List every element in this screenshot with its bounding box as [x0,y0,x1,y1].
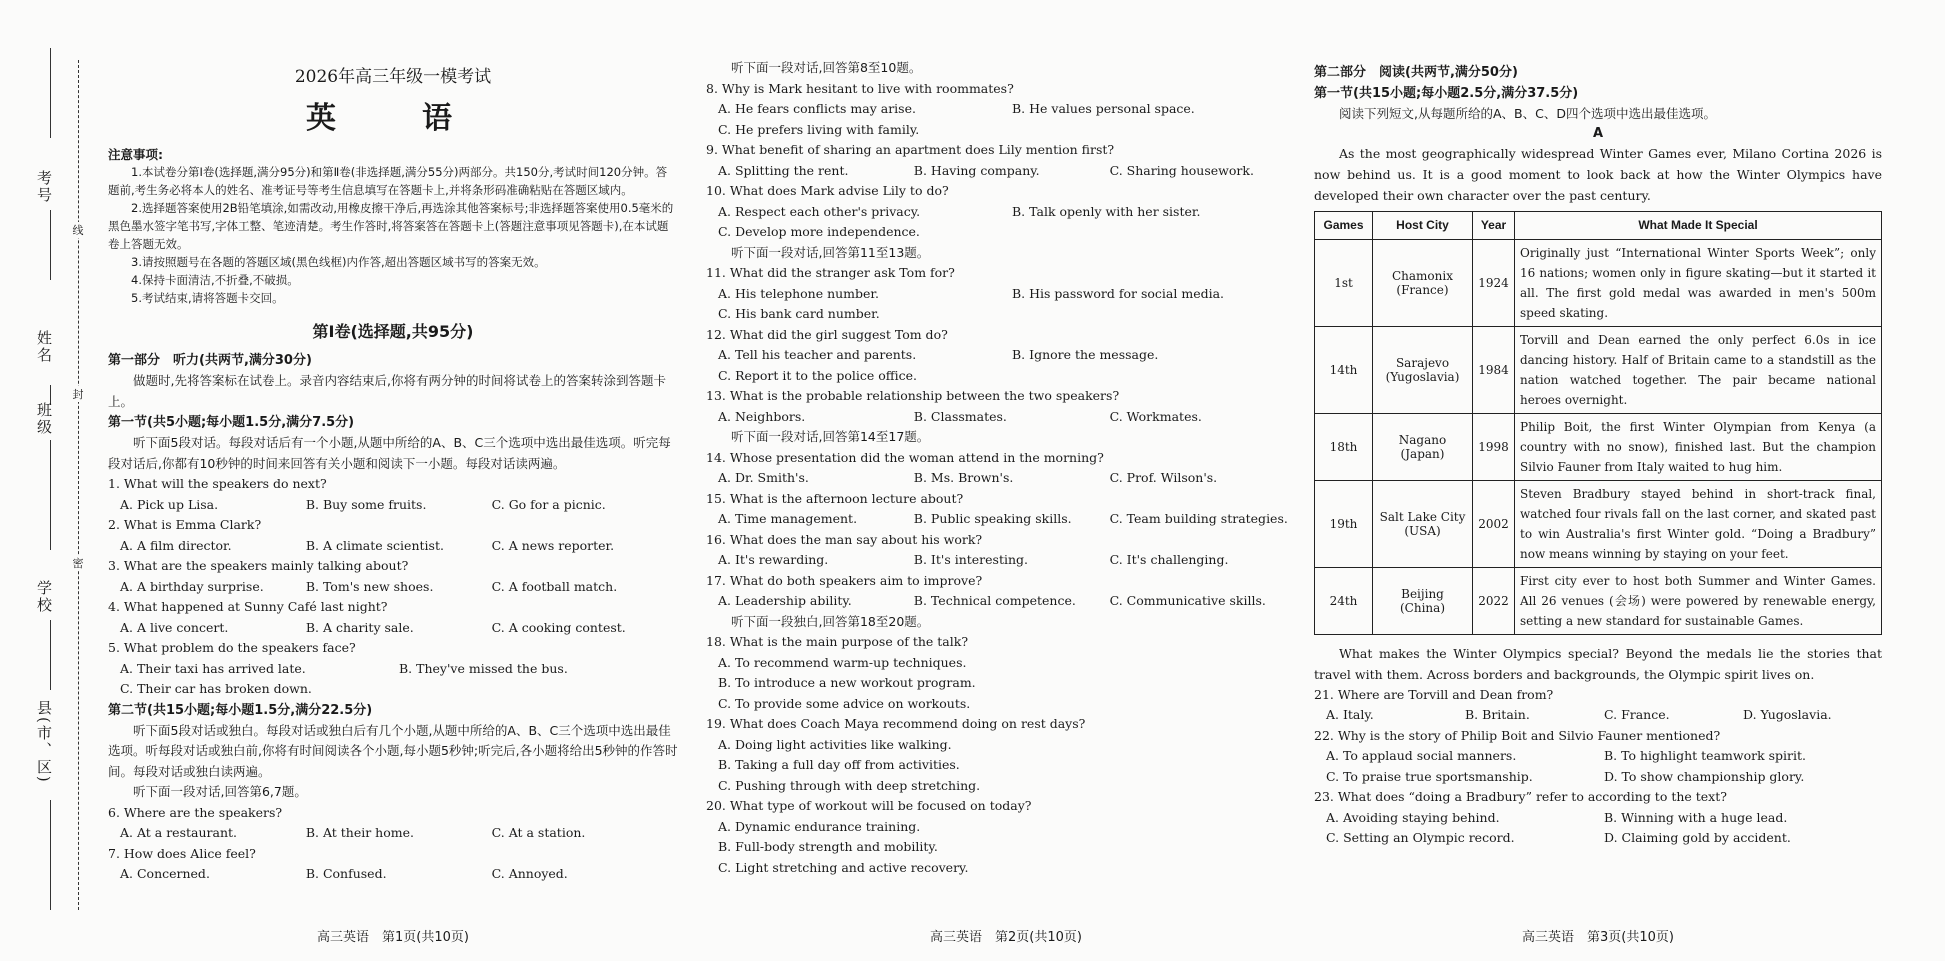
option: A. Avoiding staying behind. [1326,809,1500,825]
option-row [706,776,1306,797]
county-label: 县(市、区) [35,700,53,784]
cell-year: 1924 [1473,239,1515,326]
seal-line [78,60,79,910]
option: C. It's challenging. [1109,552,1229,567]
question-stem: 20. What type of workout will be focused on today? [706,798,1032,813]
option: C. France. [1604,707,1670,722]
option: A. A birthday surprise. [120,578,264,594]
option: A. At a restaurant. [120,825,237,840]
option-row [706,694,1306,715]
table-row [1315,567,1882,634]
option: A. Doing light activities like walking. [718,736,952,752]
cell-games: 24th [1315,567,1373,634]
option: C. To provide some advice on workouts. [718,695,971,711]
cell-special: Originally just “International Winter Sports Week”; only 16 nations; women only in figure skating—but it started it all. The first gold medal was awarded in men's 500m speed skating. [1515,239,1882,326]
county-rule [50,620,51,690]
question-stem: 22. Why is the story of Philip Boit and Silvio Fauner mentioned? [1314,727,1721,743]
option-row [108,577,678,598]
option-row [108,679,678,700]
question-stem: 13. What is the probable relationship between the two speakers? [706,388,1120,403]
option: A. It's rewarding. [718,552,829,567]
prompt-14-17: 听下面一段对话,回答第14至17题。 [731,429,930,444]
question-stem: 6. Where are the speakers? [108,804,283,820]
note-item: 4.保持卡面清洁,不折叠,不破损。 [131,273,299,287]
option-row [1314,828,1882,849]
option: A. Dr. Smith's. [718,470,809,485]
option: C. A cooking contest. [491,619,626,635]
footer-page-2: 高三英语 第2页(共10页) [930,930,1082,945]
passage-intro: As the most geographically widespread Winter Games ever, Milano Cortina 2026 is now behind us. It is a good moment to look back at how the Winter Olympics have developed their own character over the past century. [1314,145,1882,203]
passage-label: A [1592,125,1604,141]
option-row [108,823,678,844]
option: B. Tom's new shoes. [305,578,434,594]
city-name: Chamonix [1391,268,1453,283]
option: B. Britain. [1465,707,1530,722]
part-2-title: 第二部分 阅读(共两节,满分50分) [1314,65,1518,80]
option: A. Dynamic endurance training. [718,818,921,834]
city-name: Sarajevo [1395,355,1450,370]
note-item: 3.请按照题号在各题的答题区域(黑色线框)内作答,超出答题区域书写的答案无效。 [131,255,546,269]
option: B. Technical competence. [913,593,1076,608]
question-stem: 16. What does the man say about his work? [706,531,983,547]
option-row [706,837,1306,858]
option: C. Light stretching and active recovery. [718,859,969,875]
note-item: 1.本试卷分第Ⅰ卷(选择题,满分95分)和第Ⅱ卷(非选择题,满分55分)两部分。共150分,考试时间120分钟。答题前,考生务必将本人的姓名、准考证号等考生信息填写在答题卡上,并将条形码准确粘贴在答题区域内。 [108,165,668,197]
option: B. They've missed the bus. [399,660,568,676]
table-row [1315,480,1882,567]
question-stem: 4. What happened at Sunny Café last night? [108,599,388,614]
option-row [706,161,1306,182]
section-1-title: 第一节(共5小题;每小题1.5分,满分7.5分) [108,415,355,430]
prompt-18-20: 听下面一段独白,回答第18至20题。 [731,613,930,629]
option-row [706,673,1306,694]
question-stem: 9. What benefit of sharing an apartment does Lily mention first? [706,142,1115,157]
option-row [706,407,1306,428]
option-row [706,120,1306,141]
cell-year: 1998 [1473,413,1515,480]
option: C. Develop more independence. [718,224,920,239]
option: A. His telephone number. [718,285,880,301]
questions-18-20 [706,632,1306,878]
question-stem: 1. What will the speakers do next? [108,476,327,491]
question-stem: 8. Why is Mark hesitant to live with roommates? [706,80,1014,96]
city-country: (China) [1400,600,1445,615]
page-1 [108,0,678,961]
option: C. Pushing through with deep stretching. [718,777,981,793]
option-row [706,366,1306,387]
option: A. A live concert. [120,619,229,635]
question-stem: 21. Where are Torvill and Dean from? [1314,686,1554,702]
option: A. Pick up Lisa. [120,496,219,512]
option: B. Buy some fruits. [305,496,427,512]
olympics-table [1314,211,1882,635]
seal-word-secret: 密 [72,557,84,570]
col-header-host-city: Host City [1373,211,1473,239]
section-1-directions: 听下面5段对话。每段对话后有一个小题,从题中所给的A、B、C三个选项中选出最佳选项。听完每段对话后,你都有10秒钟的时间来回答有关小题和阅读下一小题。每段对话读两遍。 [108,435,671,471]
table-row [1315,326,1882,413]
option: C. Go for a picnic. [491,496,606,512]
option: C. Setting an Olympic record. [1326,830,1515,845]
option: C. To praise true sportsmanship. [1326,768,1533,784]
option-row [1314,746,1882,767]
school-rule [50,440,51,550]
cell-host-city [1373,480,1473,567]
seal-word-line: 线 [72,224,84,237]
part-2-directions: 阅读下列短文,从每题所给的A、B、C、D四个选项中选出最佳选项。 [1339,106,1716,121]
table-row [1315,239,1882,326]
question-stem: 23. What does “doing a Bradbury” refer to according to the text? [1314,789,1727,804]
cell-games: 1st [1315,239,1373,326]
volume-1-title: 第Ⅰ卷(选择题,共95分) [312,322,474,341]
option: B. Ms. Brown's. [913,470,1014,485]
option: B. Taking a full day off from activities. [718,757,960,772]
table-header-row [1315,211,1882,239]
city-country: (USA) [1404,523,1441,538]
option-row [706,509,1306,530]
option-row [1314,705,1882,726]
question-stem: 5. What problem do the speakers face? [108,640,356,655]
question-stem: 14. Whose presentation did the woman attend in the morning? [706,449,1104,465]
option-row [108,864,678,885]
exam-no-label: 考号 [35,170,53,204]
option-row [706,653,1306,674]
question-stem: 2. What is Emma Clark? [108,517,262,532]
prompt-8-10: 听下面一段对话,回答第8至10题。 [731,60,922,75]
option-row [706,817,1306,838]
option-row [706,202,1306,223]
option: C. A football match. [491,578,618,594]
note-item: 5.考试结束,请将答题卡交回。 [131,291,284,305]
question-stem: 18. What is the main purpose of the talk? [706,634,969,649]
option: C. Communicative skills. [1109,593,1266,608]
cell-games: 19th [1315,480,1373,567]
option: C. He prefers living with family. [718,121,920,137]
exam-no-rule [50,48,51,138]
option: A. Concerned. [120,866,210,881]
part-1-intro: 做题时,先将答案标在试卷上。录音内容结束后,你将有两分钟的时间将试卷上的答案转涂到答题卡上。 [108,373,666,409]
option: A. To applaud social manners. [1326,748,1517,763]
city-country: (Japan) [1400,446,1445,461]
option: A. Splitting the rent. [718,162,849,178]
option: A. Tell his teacher and parents. [718,347,917,362]
option-row [108,495,678,516]
passage-outro: What makes the Winter Olympics special? Beyond the medals lie the stories that travel with them. Across borders and backgrounds, the Olympic spirit lives on. [1314,645,1882,682]
binding-strip [0,40,85,920]
option-row [706,284,1306,305]
questions-8-10 [706,79,1306,243]
question-stem: 17. What do both speakers aim to improve? [706,572,983,588]
option: B. A charity sale. [305,619,414,635]
cell-year: 1984 [1473,326,1515,413]
option: B. Classmates. [913,408,1007,424]
option-row [706,858,1306,879]
section-2-directions: 听下面5段对话或独白。每段对话或独白后有几个小题,从题中所给的A、B、C三个选项中选出最佳选项。听每段对话或独白前,你将有时间阅读各个小题,每小题5秒钟;听完后,各小题将给出5秒钟的作答时间。每段对话或独白读两遍。 [108,722,678,779]
option-row [108,618,678,639]
bottom-rule [50,800,51,910]
col-header-games: Games [1315,211,1373,239]
school-label: 学校 [35,580,53,614]
option: B. To highlight teamwork spirit. [1604,748,1807,763]
cell-special: Steven Bradbury stayed behind in short-track final, watched four rivals fall on the last corner, and skated past to win Australia's first Winter gold. “Doing a Bradbury” now means winning by staying on your feet. [1515,480,1882,567]
seal-word-seal: 封 [72,388,84,401]
option: A. He fears conflicts may arise. [718,101,916,116]
option-row [706,99,1306,120]
option: B. It's interesting. [913,552,1029,567]
cell-special: Philip Boit, the first Winter Olympian from Kenya (a country with no snow), finished last. But the champion Silvio Fauner from Italy waited to hug him. [1515,413,1882,480]
option-row [108,659,678,680]
option: A. Italy. [1326,707,1374,722]
option: A. Their taxi has arrived late. [120,660,306,676]
questions-1-5 [108,474,678,700]
option: A. To recommend warm-up techniques. [718,654,967,670]
option: C. At a station. [491,825,586,840]
table-row [1315,413,1882,480]
questions-14-17 [706,448,1306,612]
cell-host-city [1373,413,1473,480]
option: A. A film director. [120,537,232,553]
option-row [1314,808,1882,829]
option: B. At their home. [305,825,414,840]
cell-games: 14th [1315,326,1373,413]
question-stem: 7. How does Alice feel? [108,845,256,861]
option-row [1314,767,1882,788]
city-country: (Yugoslavia) [1385,369,1460,384]
cell-year: 2022 [1473,567,1515,634]
page-3 [1314,0,1882,961]
city-name: Salt Lake City [1379,509,1466,524]
option: B. Winning with a huge lead. [1604,809,1788,825]
option-row [706,550,1306,571]
option: B. Full-body strength and mobility. [718,839,938,854]
option-row [706,755,1306,776]
option: C. Report it to the police office. [718,367,918,383]
city-name: Beijing [1401,586,1444,601]
note-item: 2.选择题答案使用2B铅笔填涂,如需改动,用橡皮擦干净后,再选涂其他答案标号;非选择题答案使用0.5毫米的黑色墨水签字笔书写,字体工整、笔迹清楚。考生作答时,将答案答在答题卡上(答题注意事项见答题卡),在本试题卷上答题无效。 [108,201,674,251]
option: B. Public speaking skills. [913,511,1072,526]
option: D. To show championship glory. [1604,768,1805,784]
page-2 [706,0,1306,961]
option-row [706,345,1306,366]
footer-page-1: 高三英语 第1页(共10页) [317,930,469,945]
option: B. He values personal space. [1012,101,1195,116]
option: B. His password for social media. [1012,285,1225,301]
option: C. Team building strategies. [1109,511,1288,526]
question-stem: 10. What does Mark advise Lily to do? [706,183,949,198]
city-name: Nagano [1398,432,1447,447]
questions-6-7 [108,803,678,885]
questions-11-13 [706,263,1306,427]
cell-special: First city ever to host both Summer and Winter Games. All 26 venues (会场) were powered by renewable energy, setting a new standard for sustainable Games. [1515,567,1882,634]
option: C. Sharing housework. [1109,162,1254,178]
option-row [706,591,1306,612]
prompt-11-13: 听下面一段对话,回答第11至13题。 [731,244,930,260]
option: A. Time management. [718,511,858,526]
option: A. Neighbors. [718,408,806,424]
option: C. Prof. Wilson's. [1109,470,1218,485]
cell-special: Torvill and Dean earned the only perfect 6.0s in ice dancing history. Half of Britain came to a standstill as the nation watched together. The pair became national heroes overnight. [1515,326,1882,413]
question-stem: 3. What are the speakers mainly talking about? [108,558,409,573]
option: D. Yugoslavia. [1743,707,1832,722]
exam-title: 2026年高三年级一模考试 [294,67,492,87]
question-stem: 11. What did the stranger ask Tom for? [706,265,955,280]
part-1-title: 第一部分 听力(共两节,满分30分) [108,353,312,368]
option: D. Claiming gold by accident. [1604,830,1791,845]
option: C. A news reporter. [491,537,615,553]
option: B. Having company. [913,162,1040,178]
option-row [706,735,1306,756]
prompt-6-7: 听下面一段对话,回答第6,7题。 [133,784,307,799]
question-stem: 19. What does Coach Maya recommend doing on rest days? [706,716,1086,731]
part-2-section-1-title: 第一节(共15小题;每小题2.5分,满分37.5分) [1314,86,1579,101]
option: B. A climate scientist. [305,537,444,553]
name-label: 姓名 [35,330,53,364]
option-row [706,304,1306,325]
cell-host-city [1373,567,1473,634]
question-stem: 15. What is the afternoon lecture about? [706,490,964,506]
cell-host-city [1373,239,1473,326]
option: C. His bank card number. [718,306,880,321]
cell-host-city [1373,326,1473,413]
option-row [706,468,1306,489]
class-label: 班级 [35,402,53,436]
option: B. Talk openly with her sister. [1012,203,1201,219]
notes-heading: 注意事项: [108,147,163,162]
option: C. Their car has broken down. [120,681,312,696]
option-row [706,222,1306,243]
cell-games: 18th [1315,413,1373,480]
option: B. Confused. [305,866,387,881]
subject-title: 英 语 [306,101,480,136]
city-country: (France) [1396,282,1449,297]
col-header-year: Year [1473,211,1515,239]
option: A. Respect each other's privacy. [718,203,921,219]
option-row [108,536,678,557]
option: B. To introduce a new workout program. [718,675,976,690]
name-rule [50,210,51,280]
col-header-special: What Made It Special [1515,211,1882,239]
option: C. Annoyed. [491,866,568,881]
option: A. Leadership ability. [718,593,852,608]
questions-21-23 [1314,685,1882,849]
footer-page-3: 高三英语 第3页(共10页) [1522,930,1674,945]
cell-year: 2002 [1473,480,1515,567]
section-2-title: 第二节(共15小题;每小题1.5分,满分22.5分) [108,702,373,718]
option: C. Workmates. [1109,408,1202,424]
option: B. Ignore the message. [1012,347,1159,362]
question-stem: 12. What did the girl suggest Tom do? [706,326,948,342]
notes-list [108,163,678,307]
